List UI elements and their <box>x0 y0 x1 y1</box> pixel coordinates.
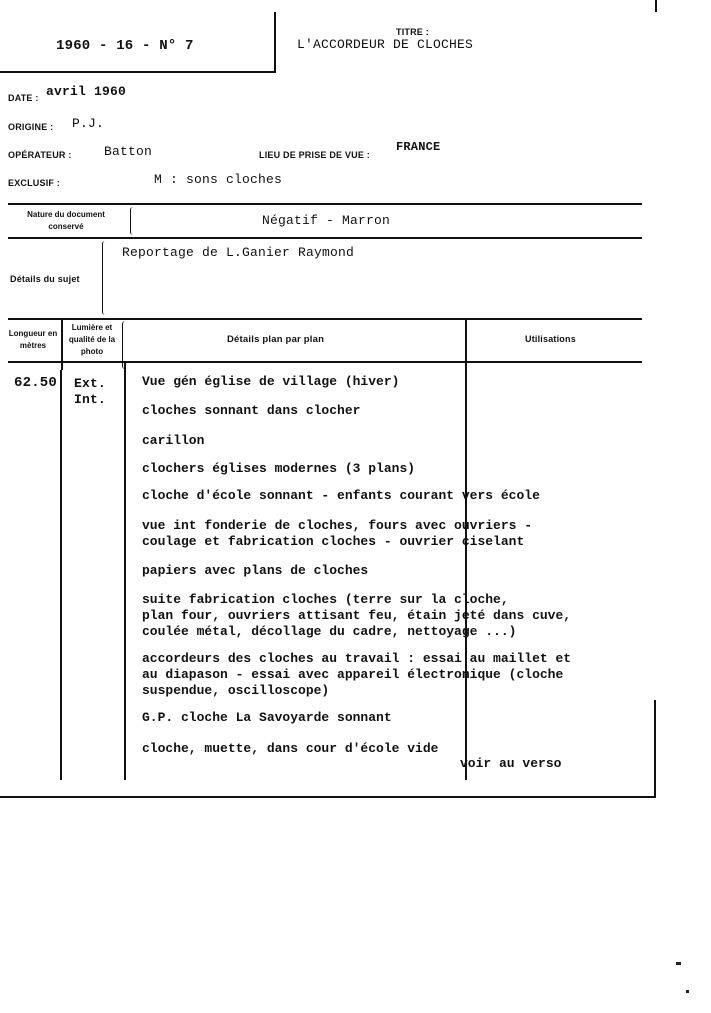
nature-label-line2: conservé <box>48 222 84 231</box>
document-title: L'ACCORDEUR DE CLOCHES <box>297 37 474 52</box>
shot-item-1: Vue gén église de village (hiver) <box>142 374 400 389</box>
shot-item-10: G.P. cloche La Savoyarde sonnant <box>142 710 392 725</box>
shot-item-8: suite fabrication cloches (terre sur la cloche, plan four, ouvriers attisant feu, étain jeté dans cuve, coulée métal, décollage du cadre, nettoyage ...) <box>142 592 572 639</box>
card-bottom-rule <box>0 796 656 798</box>
operateur-label: OPÉRATEUR : <box>8 150 72 160</box>
shot-item-3: carillon <box>142 433 205 448</box>
exclusif-label: EXCLUSIF : <box>8 178 61 188</box>
nature-bottom-rule <box>8 237 642 239</box>
nature-label-line1: Nature du document <box>27 210 105 219</box>
date-value: avril 1960 <box>46 84 127 99</box>
sujet-label: Détails du sujet <box>10 274 80 284</box>
exclusif-value: M : sons cloches <box>154 172 283 187</box>
header-bottom-rule <box>8 361 642 363</box>
col-divider-lumiere-left <box>60 370 62 780</box>
sujet-bracket <box>102 241 108 315</box>
operateur-value: Batton <box>104 144 153 159</box>
card-right-rule <box>654 700 656 797</box>
nature-top-rule <box>8 203 642 205</box>
lieu-value: FRANCE <box>396 140 441 154</box>
reference-number: 1960 - 16 - N° 7 <box>56 38 194 54</box>
shot-item-9: accordeurs des cloches au travail : essai au maillet et au diapason - essai avec appareil électronique (cloche suspendue, oscilloscope) <box>142 651 572 698</box>
shot-item-5: cloche d'école sonnant - enfants courant vers école <box>142 488 540 503</box>
voir-au-verso: voir au verso <box>460 756 562 771</box>
lumiere-ext: Ext. <box>74 376 107 391</box>
nature-value: Négatif - Marron <box>262 213 391 228</box>
scan-speck <box>676 962 681 965</box>
shot-item-2: cloches sonnant dans clocher <box>142 403 361 418</box>
header-utilisations: Utilisations <box>525 334 576 344</box>
header-lumiere: Lumière et qualité de la photo <box>68 323 116 356</box>
header-longueur: Longueur en mètres <box>8 329 58 350</box>
lieu-label: LIEU DE PRISE DE VUE : <box>259 150 370 160</box>
longueur-value: 62.50 <box>14 375 58 391</box>
titre-label: TITRE : <box>396 27 429 37</box>
shot-item-6: vue int fonderie de cloches, fours avec ouvriers - coulage et fabrication cloches - ouvrier ciselant <box>142 518 533 549</box>
shot-item-7: papiers avec plans de cloches <box>142 563 369 578</box>
shot-item-11: cloche, muette, dans cour d'école vide <box>142 741 439 756</box>
col-divider-1 <box>61 320 63 370</box>
col-divider-main-left <box>124 362 126 780</box>
shot-item-4: clochers églises modernes (3 plans) <box>142 461 416 476</box>
nature-bracket <box>130 207 136 235</box>
header-vertical-rule <box>274 12 276 72</box>
right-edge-rule <box>655 0 657 12</box>
nature-label <box>6 209 126 233</box>
header-bottom-rule <box>0 71 276 73</box>
sujet-bottom-rule <box>8 318 642 320</box>
origine-label: ORIGINE : <box>8 122 54 132</box>
sujet-value: Reportage de L.Ganier Raymond <box>122 245 355 260</box>
origine-value: P.J. <box>72 116 105 131</box>
header-details: Détails plan par plan <box>227 334 325 345</box>
scan-speck <box>686 990 689 993</box>
date-label: DATE : <box>8 93 39 103</box>
lumiere-int: Int. <box>74 392 107 407</box>
